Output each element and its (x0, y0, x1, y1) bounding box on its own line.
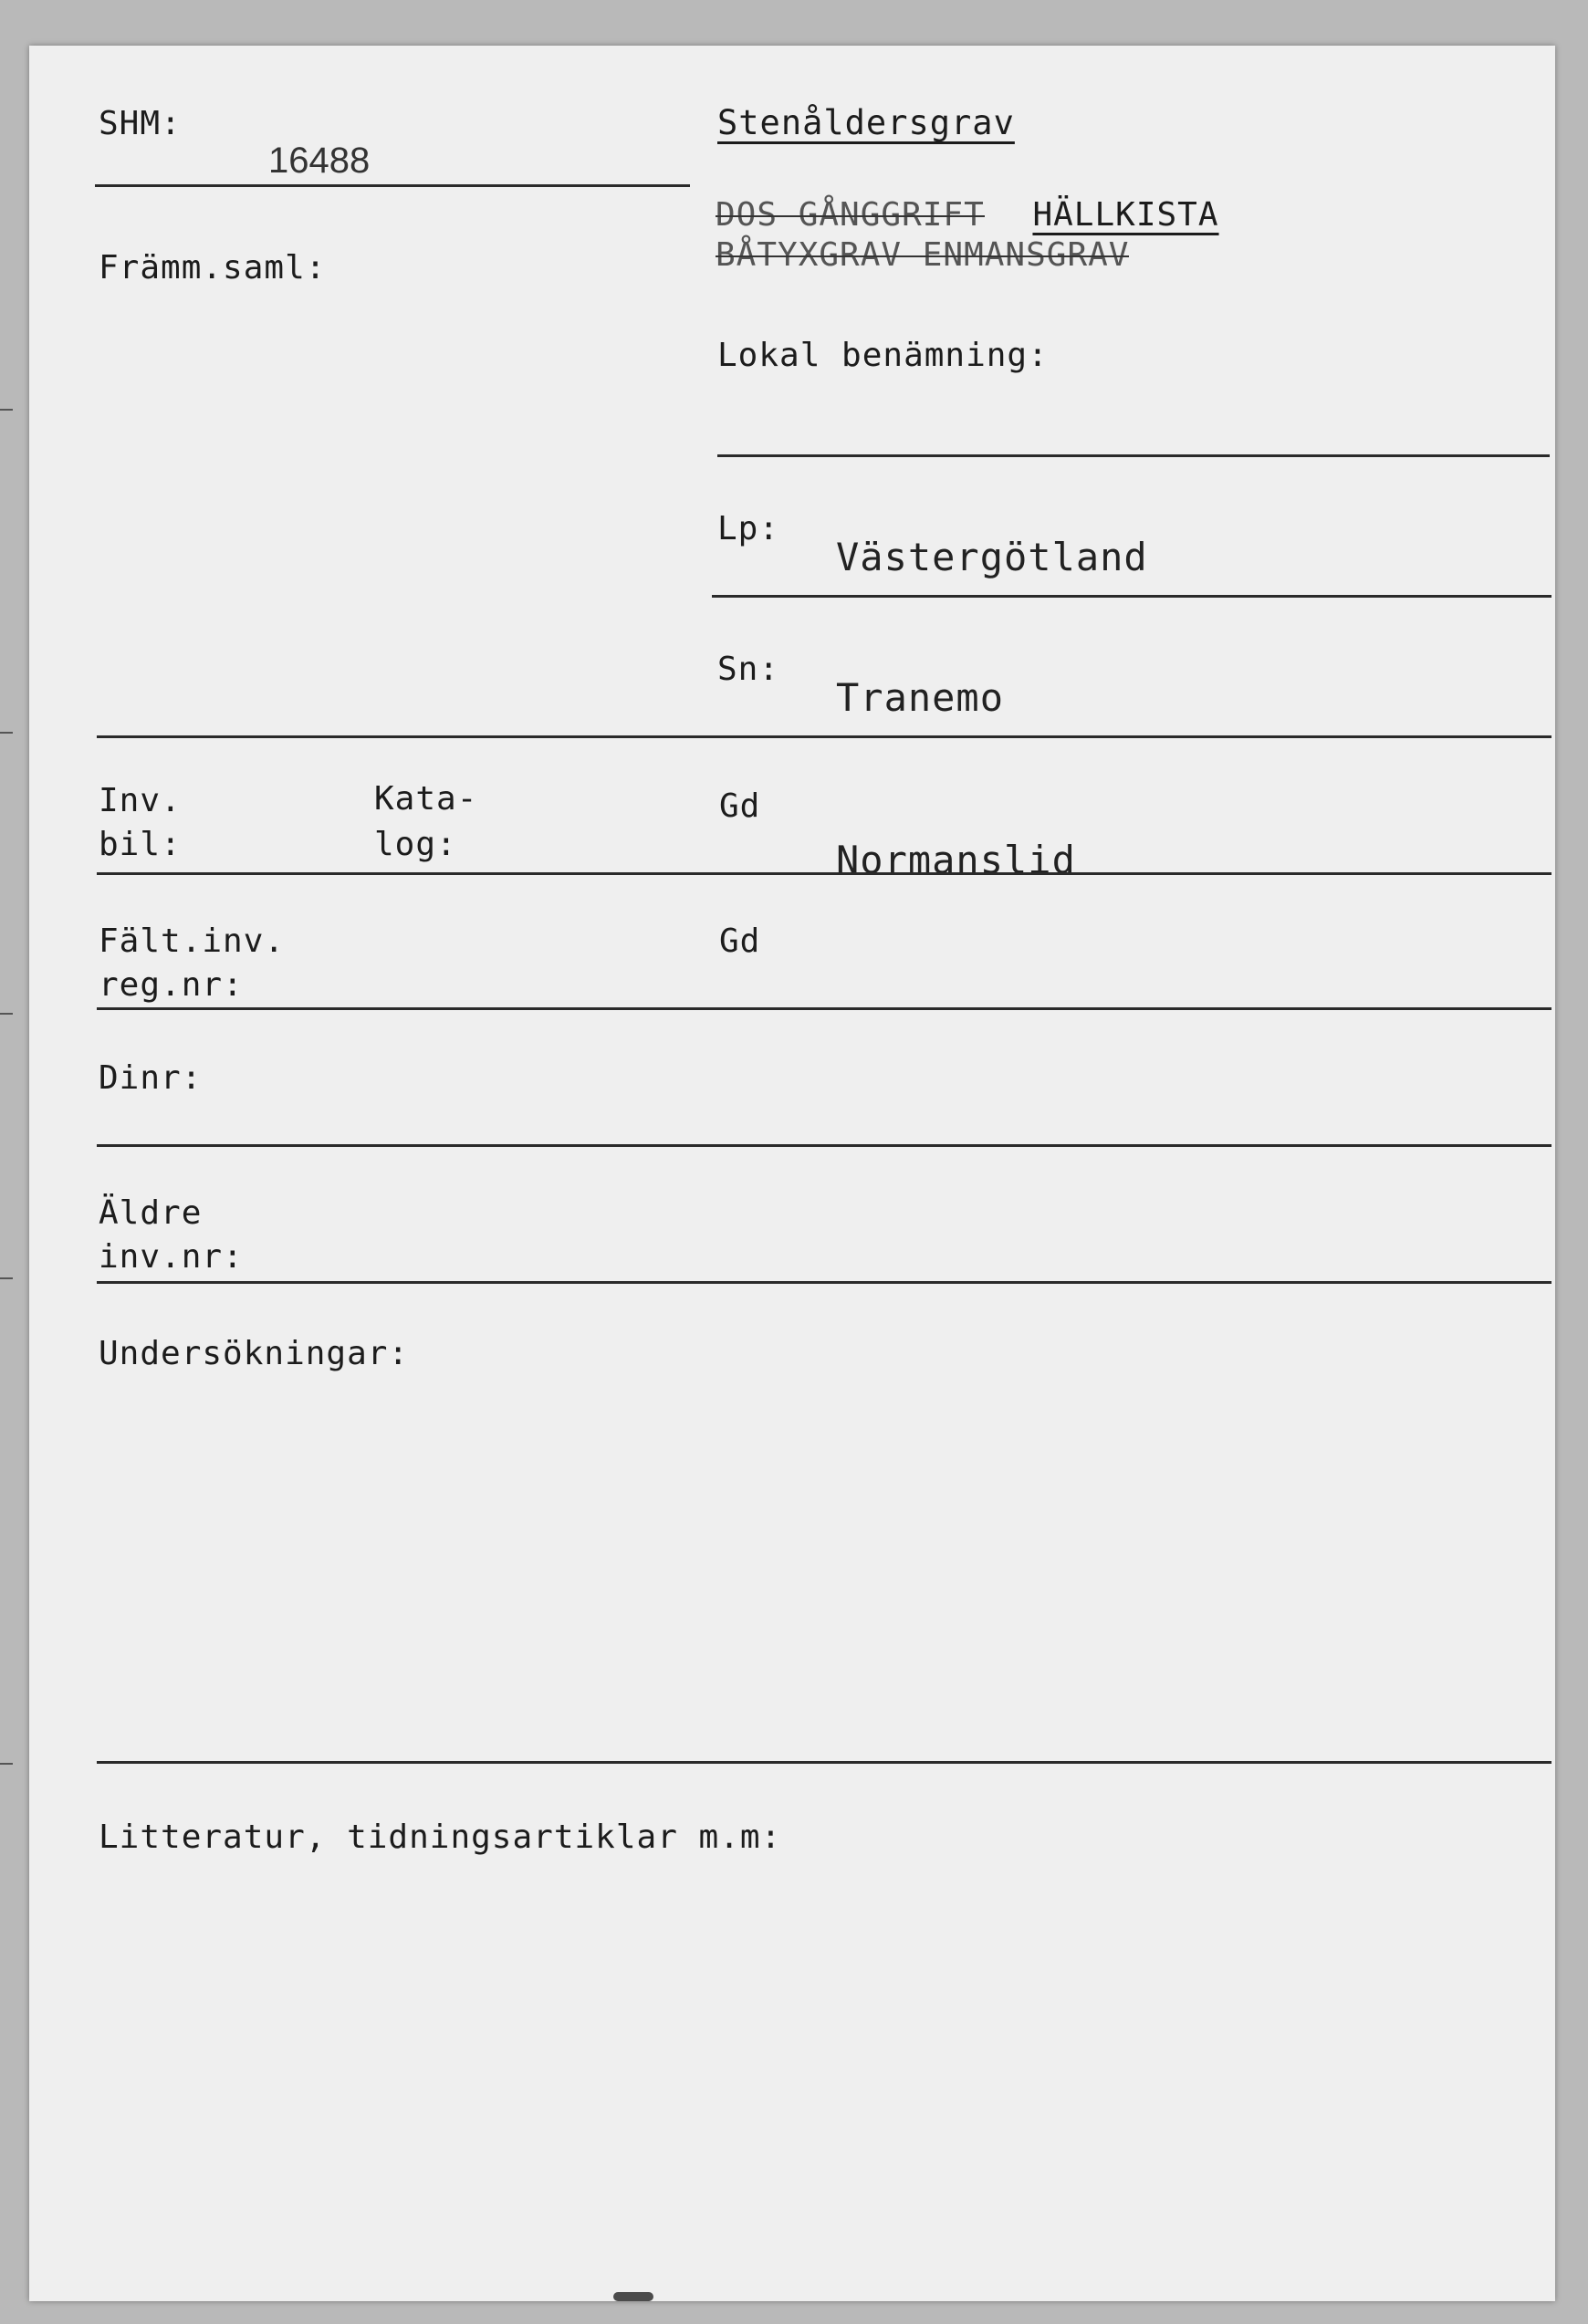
gd-value-1: Normanslid (836, 838, 1076, 882)
aldre-label-line2: inv.nr: (99, 1238, 244, 1276)
inv-label-line2: bil: (99, 826, 182, 863)
inv-label-line1: Inv. (99, 782, 182, 819)
lp-value: Västergötland (836, 535, 1148, 579)
edge-tick (0, 1013, 13, 1015)
katalog-label-line1: Kata- (374, 780, 478, 818)
sn-value: Tranemo (836, 675, 1005, 720)
edge-tick (0, 1277, 13, 1279)
edge-tick (0, 732, 13, 734)
edge-tick (0, 409, 13, 411)
falt-rule (97, 1007, 1551, 1010)
edge-tick (0, 1763, 13, 1765)
grave-type-heading: Stenåldersgrav (717, 103, 1015, 142)
shm-label: SHM: (99, 105, 182, 142)
lokal-benamning-label: Lokal benämning: (717, 337, 1049, 374)
index-card (29, 46, 1555, 2301)
framm-saml-label: Främm.saml: (99, 249, 327, 287)
sn-label: Sn: (717, 651, 780, 688)
undersokningar-label: Undersökningar: (99, 1335, 410, 1372)
struck-types-row2: BÅTYXGRAV ENMANSGRAV (716, 236, 1130, 274)
gd-label-2: Gd (719, 922, 761, 960)
falt-label-line2: reg.nr: (99, 966, 244, 1004)
struck-types-row1: DOS GÅNGGRIFT (716, 196, 985, 234)
lokal-rule (717, 454, 1550, 457)
scan-smudge (613, 2292, 653, 2301)
inv-rule (97, 872, 1551, 875)
dinr-rule (97, 1144, 1551, 1147)
undersokningar-rule (97, 1761, 1551, 1764)
selected-type: HÄLLKISTA (1032, 196, 1219, 234)
litteratur-label: Litteratur, tidningsartiklar m.m: (99, 1819, 782, 1856)
aldre-label-line1: Äldre (99, 1194, 203, 1232)
falt-label-line1: Fält.inv. (99, 922, 286, 960)
katalog-label-line2: log: (374, 826, 457, 863)
lp-label: Lp: (717, 510, 780, 547)
shm-rule (95, 184, 690, 187)
shm-number: 16488 (268, 141, 371, 181)
lp-rule (712, 595, 1551, 598)
grave-type-row1 (716, 196, 1219, 234)
aldre-rule (97, 1281, 1551, 1284)
grave-type-row2 (716, 236, 1130, 274)
dinr-label: Dinr: (99, 1059, 203, 1097)
sn-rule (97, 735, 1551, 738)
gd-label-1: Gd (719, 787, 761, 825)
